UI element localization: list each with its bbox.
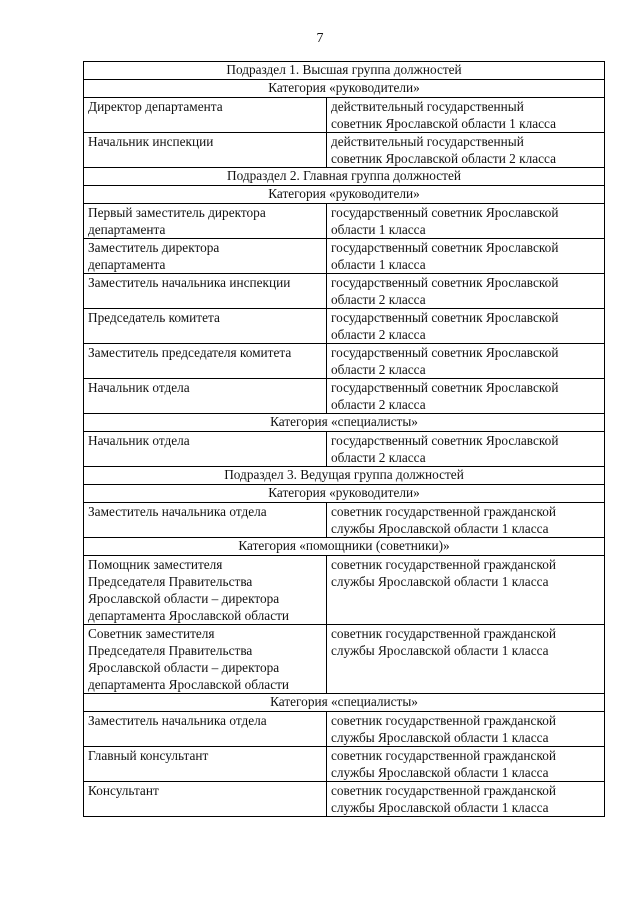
position-text-line: департамента [88, 257, 166, 272]
section-header: Категория «руководители» [84, 186, 605, 204]
section-header: Категория «руководители» [84, 80, 605, 98]
section-header-row [84, 414, 605, 432]
rank-cell [327, 712, 605, 747]
position-text-line: департамента Ярославской области [88, 677, 290, 692]
rank-text-line: советник государственной гражданской [331, 557, 556, 572]
rank-text-line: области 2 класса [331, 362, 426, 377]
rank-text-line: государственный советник Ярославской [331, 345, 559, 360]
table-row [84, 309, 605, 344]
rank-cell [327, 503, 605, 538]
position-cell [84, 712, 327, 747]
rank-text-line: службы Ярославской области 1 класса [331, 643, 549, 658]
position-text-line: Консультант [88, 783, 159, 798]
section-header-row [84, 694, 605, 712]
position-cell [84, 239, 327, 274]
rank-text-line: государственный советник Ярославской [331, 205, 559, 220]
table-row [84, 503, 605, 538]
rank-text-line: действительный государственный [331, 134, 524, 149]
position-cell [84, 98, 327, 133]
position-text-line: Заместитель начальника инспекции [88, 275, 291, 290]
position-cell [84, 133, 327, 168]
rank-cell [327, 782, 605, 817]
rank-cell [327, 98, 605, 133]
positions-table [83, 61, 605, 817]
position-text-line: Председателя Правительства [88, 643, 253, 658]
position-text-line: Заместитель начальника отдела [88, 504, 267, 519]
table-row [84, 344, 605, 379]
rank-cell [327, 379, 605, 414]
table-row [84, 782, 605, 817]
rank-text-line: области 2 класса [331, 292, 426, 307]
rank-text-line: советник государственной гражданской [331, 713, 556, 728]
rank-text-line: службы Ярославской области 1 класса [331, 765, 549, 780]
rank-text-line: советник государственной гражданской [331, 783, 556, 798]
section-header: Категория «специалисты» [84, 414, 605, 432]
rank-text-line: службы Ярославской области 1 класса [331, 521, 549, 536]
position-cell [84, 379, 327, 414]
position-text-line: Главный консультант [88, 748, 209, 763]
rank-text-line: области 1 класса [331, 222, 426, 237]
position-cell [84, 782, 327, 817]
section-header-row [84, 467, 605, 485]
rank-text-line: советник Ярославской области 2 класса [331, 151, 557, 166]
rank-text-line: советник государственной гражданской [331, 504, 556, 519]
rank-text-line: государственный советник Ярославской [331, 433, 559, 448]
position-text-line: Начальник инспекции [88, 134, 214, 149]
table-row [84, 379, 605, 414]
rank-text-line: службы Ярославской области 1 класса [331, 800, 549, 815]
rank-text-line: государственный советник Ярославской [331, 380, 559, 395]
section-header-row [84, 168, 605, 186]
table-row [84, 556, 605, 625]
table-row [84, 239, 605, 274]
section-header-row [84, 485, 605, 503]
section-header: Категория «руководители» [84, 485, 605, 503]
position-text-line: Председатель комитета [88, 310, 220, 325]
position-text-line: Ярославской области – директора [88, 591, 280, 606]
rank-text-line: области 2 класса [331, 450, 426, 465]
section-header: Подраздел 3. Ведущая группа должностей [84, 467, 605, 485]
position-cell [84, 625, 327, 694]
position-cell [84, 503, 327, 538]
rank-cell [327, 344, 605, 379]
section-header-row [84, 80, 605, 98]
position-cell [84, 747, 327, 782]
position-cell [84, 432, 327, 467]
rank-cell [327, 747, 605, 782]
position-cell [84, 274, 327, 309]
position-cell [84, 344, 327, 379]
table-row [84, 204, 605, 239]
rank-text-line: советник государственной гражданской [331, 626, 556, 641]
rank-cell [327, 432, 605, 467]
table-row [84, 747, 605, 782]
position-text-line: Заместитель председателя комитета [88, 345, 292, 360]
position-text-line: Начальник отдела [88, 380, 190, 395]
table-row [84, 274, 605, 309]
rank-text-line: государственный советник Ярославской [331, 240, 559, 255]
section-header-row [84, 62, 605, 80]
position-text-line: Советник заместителя [88, 626, 215, 641]
table-row [84, 712, 605, 747]
position-text-line: Помощник заместителя [88, 557, 223, 572]
rank-text-line: службы Ярославской области 1 класса [331, 574, 549, 589]
position-text-line: департамента Ярославской области [88, 608, 290, 623]
rank-text-line: службы Ярославской области 1 класса [331, 730, 549, 745]
position-cell [84, 309, 327, 344]
rank-text-line: государственный советник Ярославской [331, 275, 559, 290]
position-text-line: Директор департамента [88, 99, 223, 114]
table-row [84, 98, 605, 133]
position-text-line: Председателя Правительства [88, 574, 253, 589]
rank-cell [327, 239, 605, 274]
table-row [84, 625, 605, 694]
position-cell [84, 204, 327, 239]
section-header: Подраздел 2. Главная группа должностей [84, 168, 605, 186]
rank-text-line: области 1 класса [331, 257, 426, 272]
rank-cell [327, 309, 605, 344]
rank-text-line: советник Ярославской области 1 класса [331, 116, 557, 131]
position-cell [84, 556, 327, 625]
section-header-row [84, 538, 605, 556]
rank-cell [327, 556, 605, 625]
position-text-line: департамента [88, 222, 166, 237]
position-text-line: Первый заместитель директора [88, 205, 266, 220]
rank-cell [327, 204, 605, 239]
position-text-line: Ярославской области – директора [88, 660, 280, 675]
rank-cell [327, 625, 605, 694]
position-text-line: Заместитель директора [88, 240, 220, 255]
rank-text-line: советник государственной гражданской [331, 748, 556, 763]
rank-text-line: действительный государственный [331, 99, 524, 114]
section-header: Категория «помощники (советники)» [84, 538, 605, 556]
rank-text-line: области 2 класса [331, 397, 426, 412]
table-row [84, 133, 605, 168]
rank-cell [327, 274, 605, 309]
section-header: Категория «специалисты» [84, 694, 605, 712]
position-text-line: Начальник отдела [88, 433, 190, 448]
page-number: 7 [316, 31, 324, 46]
position-text-line: Заместитель начальника отдела [88, 713, 267, 728]
section-header-row [84, 186, 605, 204]
rank-cell [327, 133, 605, 168]
table-row [84, 432, 605, 467]
rank-text-line: области 2 класса [331, 327, 426, 342]
rank-text-line: государственный советник Ярославской [331, 310, 559, 325]
section-header: Подраздел 1. Высшая группа должностей [84, 62, 605, 80]
